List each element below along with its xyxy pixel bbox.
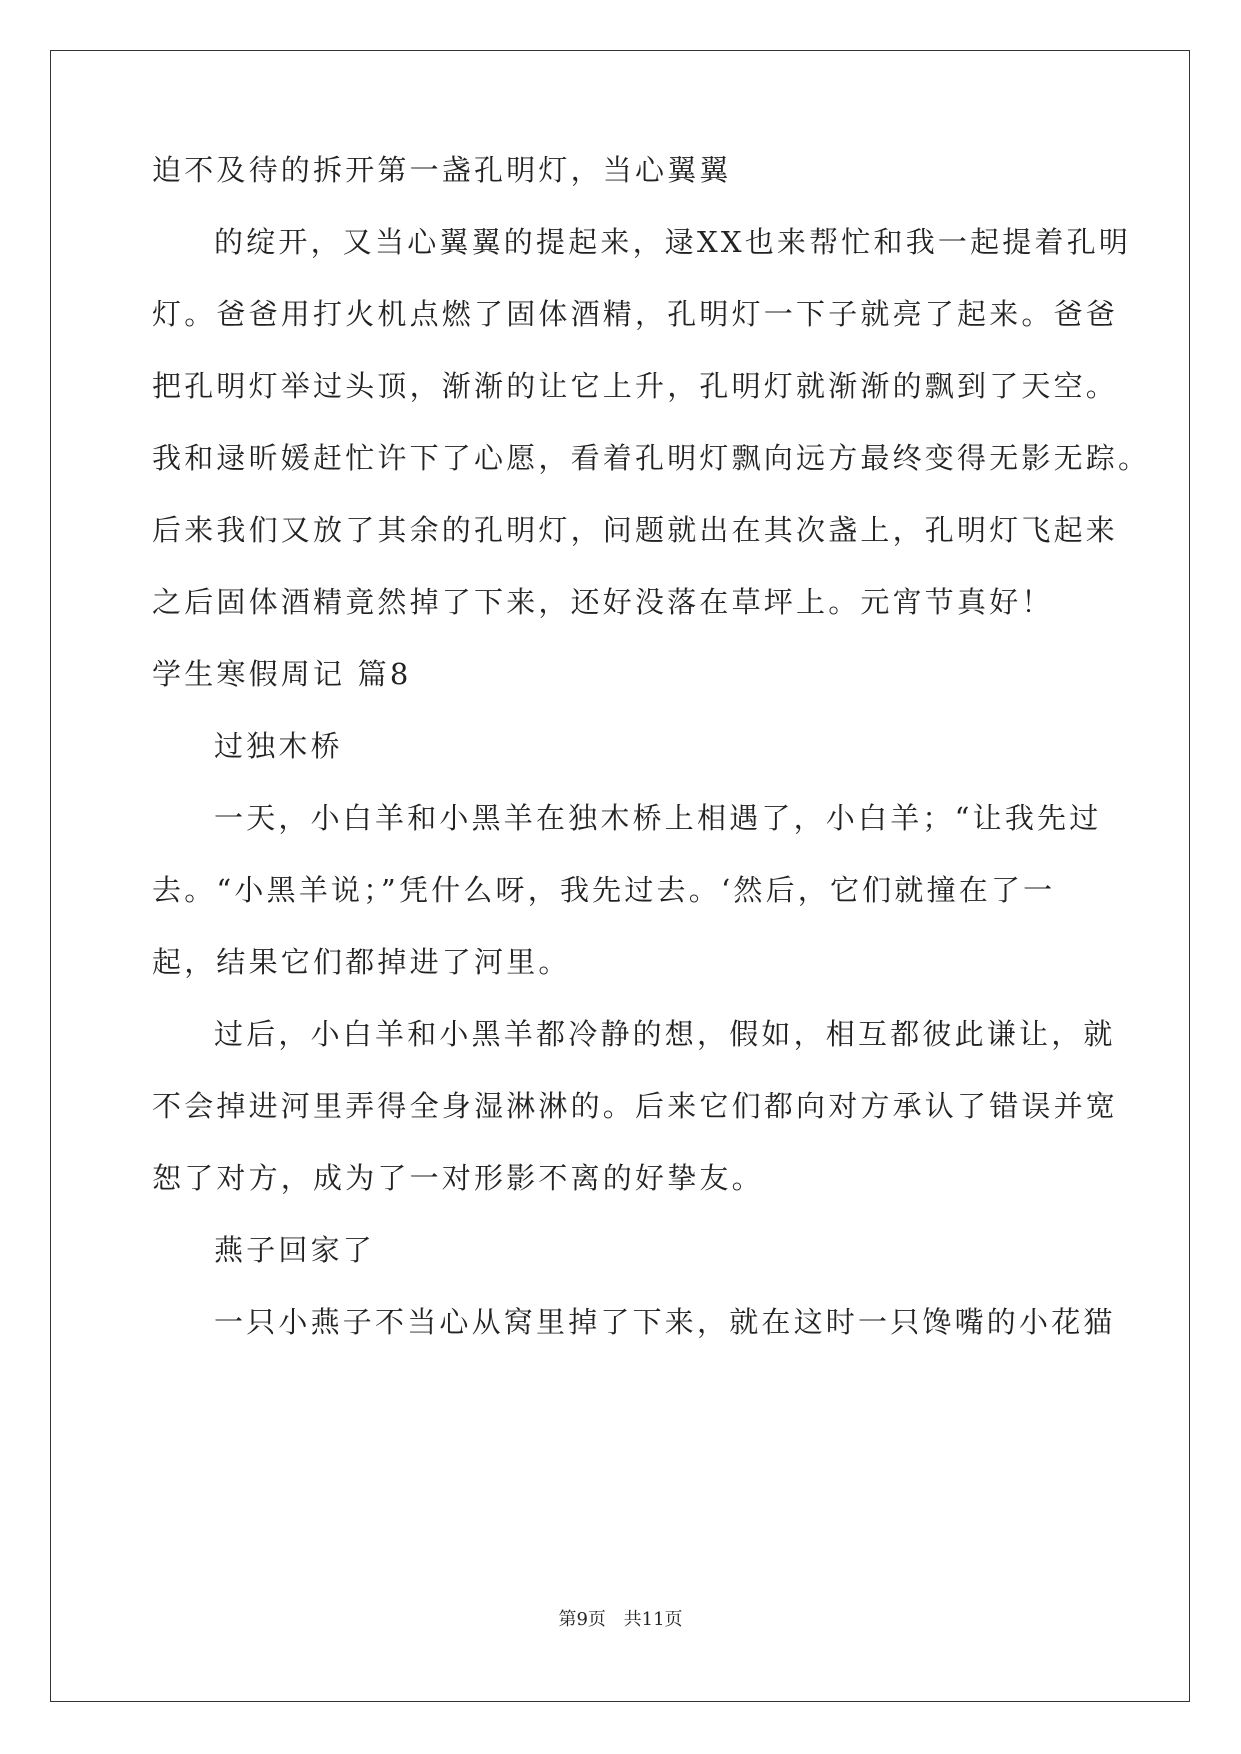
paragraph-line: 不会掉进河里弄得全身湿淋淋的。后来它们都向对方承认了错误并宽 — [152, 1089, 1119, 1123]
paragraph-line: 过后，小白羊和小黑羊都冷静的想，假如，相互都彼此谦让，就 — [214, 1017, 1116, 1051]
story-title: 燕子回家了 — [214, 1233, 376, 1267]
paragraph-line: 一天，小白羊和小黑羊在独木桥上相遇了，小白羊；“让我先过 — [214, 801, 1102, 835]
paragraph-line: 迫不及待的拆开第一盏孔明灯，当心翼翼 — [152, 153, 732, 187]
paragraph-line: 把孔明灯举过头顶，渐渐的让它上升，孔明灯就渐渐的飘到了天空。 — [152, 369, 1119, 403]
paragraph-line: 后来我们又放了其余的孔明灯，问题就出在其次盏上，孔明灯飞起来 — [152, 513, 1119, 547]
paragraph-line: 灯。爸爸用打火机点燃了固体酒精，孔明灯一下子就亮了起来。爸爸 — [152, 297, 1119, 331]
section-heading: 学生寒假周记 篇8 — [152, 657, 412, 691]
paragraph-line: 起，结果它们都掉进了河里。 — [152, 945, 571, 979]
page-footer — [0, 1608, 1241, 1632]
page-total: 共11页 — [623, 1609, 683, 1630]
story-title: 过独木桥 — [214, 729, 343, 763]
paragraph-line: 的绽开，又当心翼翼的提起来，逯XX也来帮忙和我一起提着孔明 — [214, 225, 1132, 259]
paragraph-line: 去。“小黑羊说；”凭什么呀，我先过去。‘然后，它们就撞在了一 — [152, 873, 1056, 907]
paragraph-line: 一只小燕子不当心从窝里掉了下来，就在这时一只馋嘴的小花猫 — [214, 1305, 1116, 1339]
paragraph-line: 我和逯昕媛赶忙许下了心愿，看着孔明灯飘向远方最终变得无影无踪。 — [152, 441, 1151, 475]
paragraph-line: 之后固体酒精竟然掉了下来，还好没落在草坪上。元宵节真好！ — [152, 585, 1054, 619]
page-number: 第9页 — [558, 1609, 606, 1630]
paragraph-line: 恕了对方，成为了一对形影不离的好挚友。 — [152, 1161, 764, 1195]
